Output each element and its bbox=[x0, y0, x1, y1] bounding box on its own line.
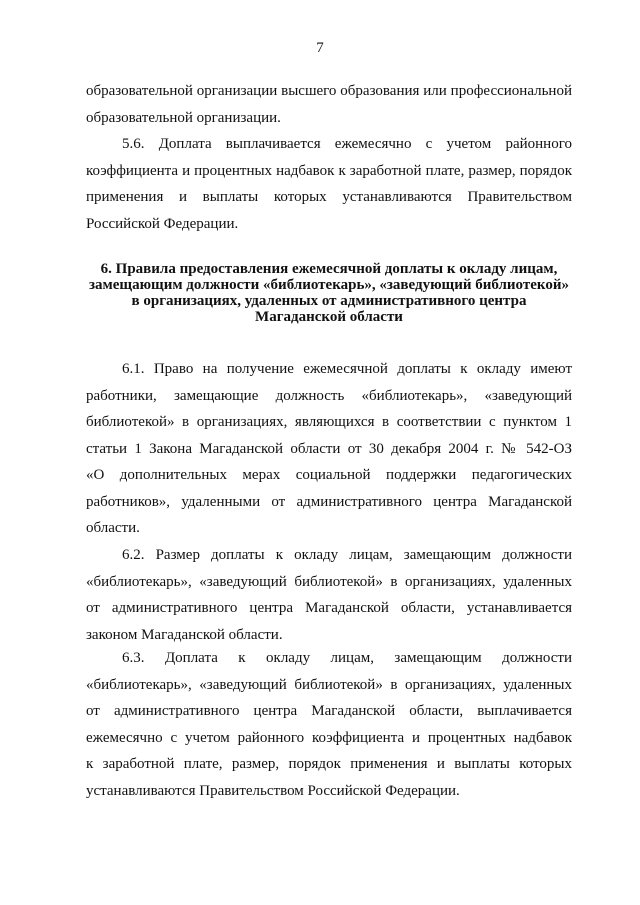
paragraph-line: устанавливаются Правительством Российской Федерации. bbox=[86, 782, 460, 799]
section-heading bbox=[86, 261, 572, 325]
paragraph-6-3 bbox=[86, 645, 572, 804]
paragraph-line: «библиотекарь», «заведующий библиотекой» в организациях, удаленных bbox=[86, 573, 572, 590]
paragraph-6-2 bbox=[86, 542, 572, 648]
heading-line: замещающим должности «библиотекарь», «заведующий библиотекой» bbox=[89, 277, 569, 293]
heading-line: в организациях, удаленных от административного центра bbox=[131, 293, 527, 309]
paragraph-line: 5.6. Доплата выплачивается ежемесячно с учетом районного bbox=[122, 136, 572, 152]
paragraph-line: статьи 1 Закона Магаданской области от 30 декабря 2004 г. № 542-ОЗ bbox=[86, 440, 572, 457]
paragraph-line: области. bbox=[86, 520, 140, 536]
page-number: 7 bbox=[316, 40, 324, 56]
paragraph-line: Российской Федерации. bbox=[86, 215, 239, 232]
paragraph-line: «О дополнительных мерах социальной поддержки педагогических bbox=[86, 467, 572, 483]
paragraph-line: образовательной организации высшего образования или профессиональной bbox=[86, 83, 572, 99]
paragraph-line: применения и выплаты которых устанавливаются Правительством bbox=[86, 189, 572, 205]
paragraph-line: ежемесячно с учетом районного коэффициента и процентных надбавок bbox=[86, 729, 572, 746]
heading-line: 6. Правила предоставления ежемесячной доплаты к окладу лицам, bbox=[100, 261, 558, 277]
paragraph-5-6 bbox=[86, 131, 572, 237]
paragraph-line: от административного центра Магаданской области, устанавливается bbox=[86, 600, 572, 616]
paragraph-line: библиотекой» в организациях, являющихся в соответствии с пунктом 1 bbox=[86, 414, 572, 430]
paragraph-line: работники, замещающие должность «библиотекарь», «заведующий bbox=[86, 387, 572, 404]
paragraph-line: образовательной организации. bbox=[86, 109, 281, 126]
heading-line: Магаданской области bbox=[255, 309, 403, 325]
paragraph-line: к заработной плате, размер, порядок применения и выплаты которых bbox=[86, 756, 572, 772]
paragraph-line: «библиотекарь», «заведующий библиотекой» в организациях, удаленных bbox=[86, 676, 572, 693]
paragraph-line: 6.2. Размер доплаты к окладу лицам, замещающим должности bbox=[122, 547, 572, 563]
paragraph-intro bbox=[86, 78, 572, 131]
paragraph-line: от административного центра Магаданской области, выплачивается bbox=[86, 703, 572, 719]
paragraph-line: работников», удаленными от административного центра Магаданской bbox=[86, 493, 572, 510]
paragraph-6-1 bbox=[86, 356, 572, 542]
paragraph-line: 6.3. Доплата к окладу лицам, замещающим должности bbox=[122, 650, 572, 666]
paragraph-line: 6.1. Право на получение ежемесячной доплаты к окладу имеют bbox=[122, 361, 572, 377]
paragraph-line: законом Магаданской области. bbox=[86, 626, 283, 643]
paragraph-line: коэффициента и процентных надбавок к заработной плате, размер, порядок bbox=[86, 162, 572, 179]
